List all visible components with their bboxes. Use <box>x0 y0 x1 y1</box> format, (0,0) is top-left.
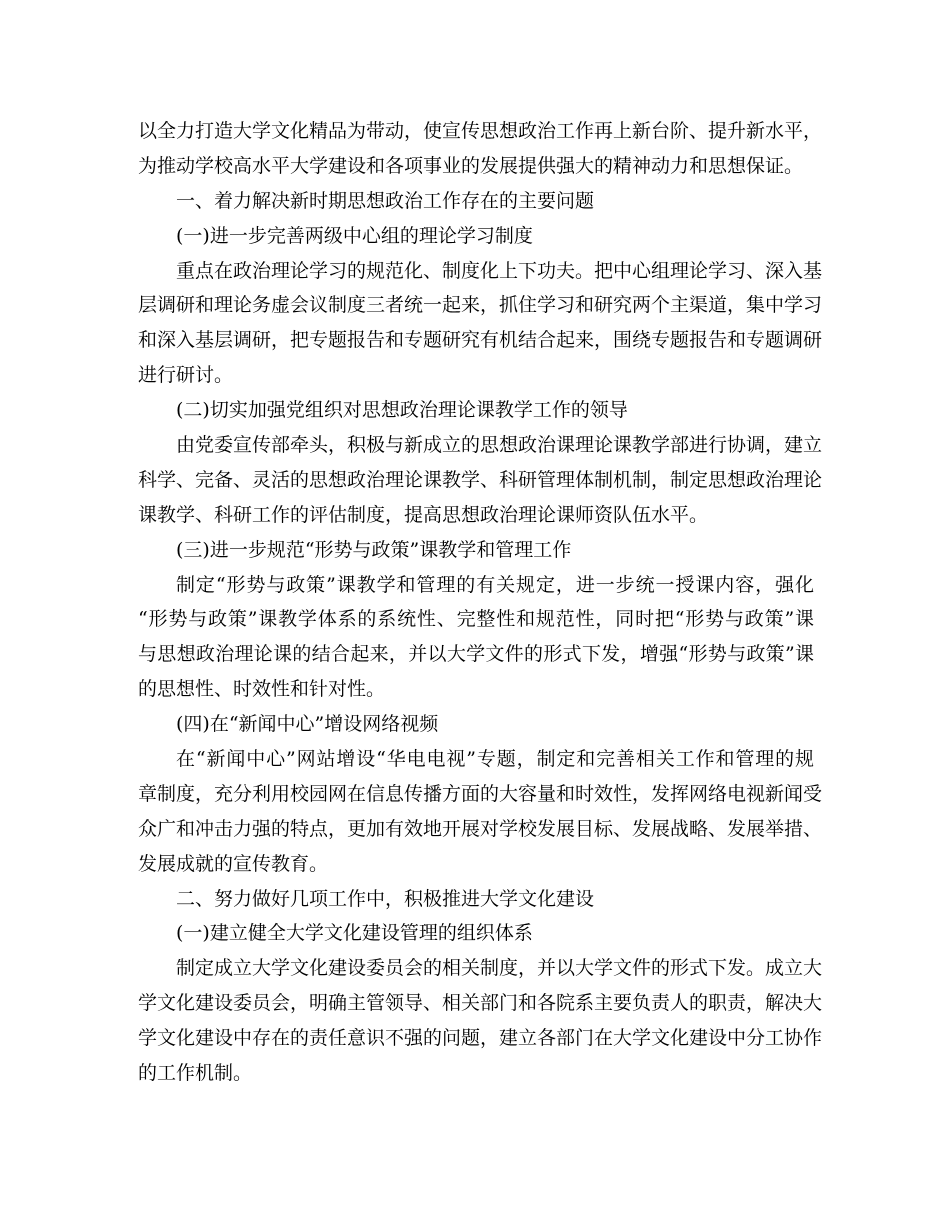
body-text-line: 学文化建设中存在的责任意识不强的问题，建立各部门在大学文化建设中分工协作 <box>138 1027 823 1050</box>
body-text-line: 与思想政治理论课的结合起来，并以大学文件的形式下发，增强“形势与政策”课 <box>138 643 814 666</box>
subsection-heading: (四)在“新闻中心”增设网络视频 <box>176 713 439 736</box>
subsection-heading: (三)进一步规范“形势与政策”课教学和管理工作 <box>176 538 572 561</box>
body-text-line: 以全力打造大学文化精品为带动，使宣传思想政治工作再上新台阶、提升新水平， <box>138 120 823 142</box>
body-text-line: 章制度，充分利用校园网在信息传播方面的大容量和时效性，发挥网络电视新闻受 <box>138 782 823 805</box>
subsection-heading: (二)切实加强党组织对思想政治理论课教学工作的领导 <box>176 399 628 422</box>
body-text-line: 层调研和理论务虚会议制度三者统一起来，抓住学习和研究两个主渠道，集中学习 <box>138 294 823 317</box>
body-text-line: 众广和冲击力强的特点，更加有效地开展对学校发展目标、发展战略、发展举措、 <box>138 817 823 840</box>
subsection-heading: (一)建立健全大学文化建设管理的组织体系 <box>176 922 533 945</box>
body-text-line: “形势与政策”课教学体系的系统性、完整性和规范性，同时把“形势与政策”课 <box>138 608 814 631</box>
body-text-line: 为推动学校高水平大学建设和各项事业的发展提供强大的精神动力和思想保证。 <box>138 154 804 177</box>
body-text-line: 的工作机制。 <box>138 1062 253 1085</box>
body-text-line: 进行研讨。 <box>138 364 234 387</box>
body-text-line: 发展成就的宣传教育。 <box>138 852 329 875</box>
section-heading: 一、着力解决新时期思想政治工作存在的主要问题 <box>176 189 595 212</box>
body-text-line: 制定“形势与政策”课教学和管理的有关规定，进一步统一授课内容，强化 <box>176 573 814 596</box>
body-text-line: 和深入基层调研，把专题报告和专题研究有机结合起来，围绕专题报告和专题调研 <box>138 329 823 352</box>
body-text-line: 科学、完备、灵活的思想政治理论课教学、科研管理体制机制，制定思想政治理论 <box>138 468 823 491</box>
body-text-line: 学文化建设委员会，明确主管领导、相关部门和各院系主要负责人的职责，解决大 <box>138 992 823 1015</box>
body-text-line: 课教学、科研工作的评估制度，提高思想政治理论课师资队伍水平。 <box>138 503 709 526</box>
section-heading: 二、努力做好几项工作中，积极推进大学文化建设 <box>176 887 595 910</box>
body-text-line: 在“新闻中心”网站增设“华电电视”专题，制定和完善相关工作和管理的规 <box>176 748 814 771</box>
document-body <box>138 114 823 1091</box>
subsection-heading: (一)进一步完善两级中心组的理论学习制度 <box>176 224 533 247</box>
body-text-line: 由党委宣传部牵头，积极与新成立的思想政治课理论课教学部进行协调，建立 <box>176 434 823 457</box>
body-text-line: 的思想性、时效性和针对性。 <box>138 678 386 701</box>
body-text-line: 制定成立大学文化建设委员会的相关制度，并以大学文件的形式下发。成立大 <box>176 957 823 980</box>
body-text-line: 重点在政治理论学习的规范化、制度化上下功夫。把中心组理论学习、深入基 <box>176 259 823 282</box>
